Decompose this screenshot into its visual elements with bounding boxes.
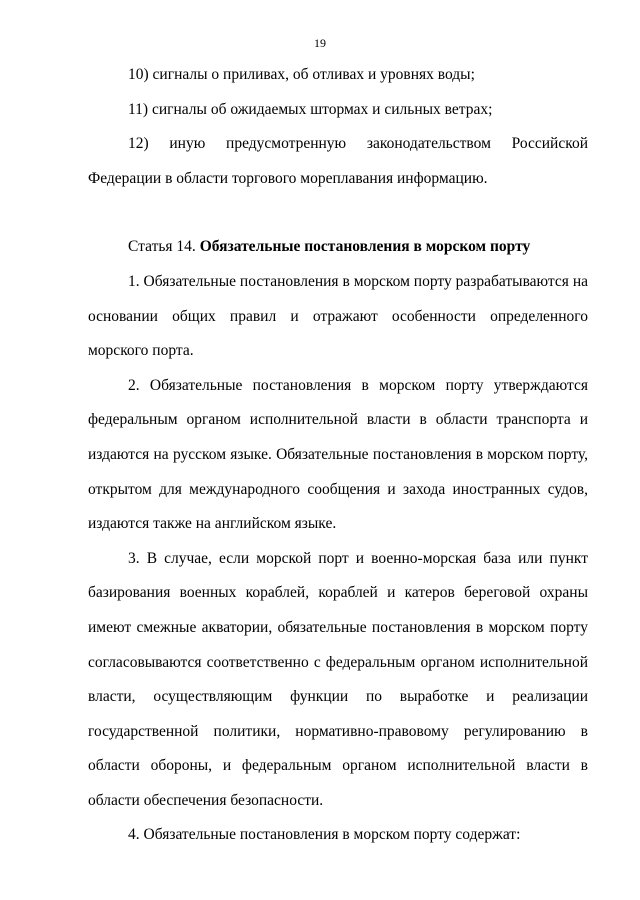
article-paragraph-3: 3. В случае, если морской порт и военно-морская база или пункт базирования военных кораблей, кораблей и катеров береговой охраны имеют смежные акватории, обязательные постановления в морском порту согласовываются соответственно с федеральным органом исполнительной власти, осуществляющим функции по выработке и реализации государственной политики, нормативно-правовому регулированию в области обороны, и федеральным органом исполнительной власти в области обеспечения безопасности. <box>88 549 588 809</box>
list-item-12: 12) иную предусмотренную законодательством Российской Федерации в области торгового мореплавания информацию. <box>88 135 588 187</box>
article-paragraph-4: 4. Обязательные постановления в морском порту содержат: <box>128 826 521 844</box>
article-title: Обязательные постановления в морском порту <box>199 238 531 256</box>
article-paragraph-2: 2. Обязательные постановления в морском порту утверждаются федеральным органом исполнительной власти в области транспорта и издаются на русском языке. Обязательные постановления в морском порту, открытом для международного сообщения и захода иностранных судов, издаются также на английском языке. <box>88 376 588 533</box>
page-number: 19 <box>314 36 326 50</box>
article-number: Статья 14. <box>128 238 200 256</box>
article-paragraph-1: 1. Обязательные постановления в морском порту разрабатываются на основании общих правил и отражают особенности определенного морского порта. <box>88 272 588 360</box>
list-item-11: 11) сигналы об ожидаемых штормах и сильных ветрах; <box>128 100 493 118</box>
list-item-10: 10) сигналы о приливах, об отливах и уровнях воды; <box>128 66 475 83</box>
document-body <box>88 58 588 853</box>
article-heading <box>88 230 588 265</box>
